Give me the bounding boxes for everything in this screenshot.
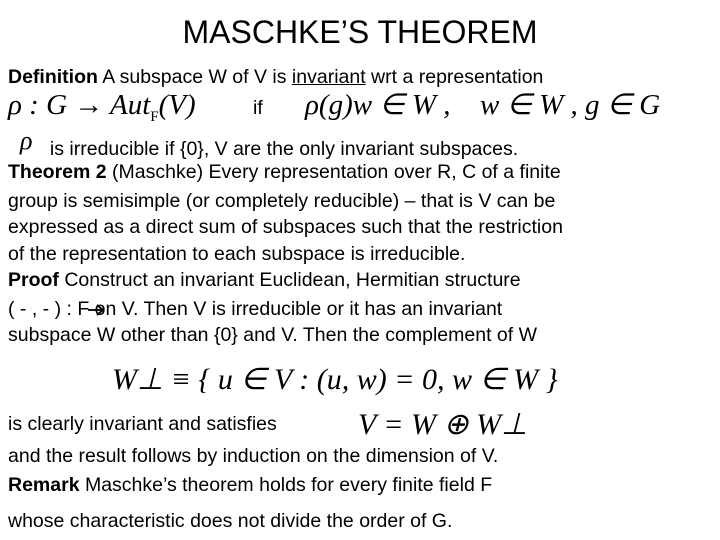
proof-label: Proof: [8, 269, 59, 291]
remark-line-1: Remark Maschke’s theorem holds for every finite field F: [8, 474, 493, 496]
definition-text-2: wrt a representation: [365, 66, 544, 88]
theorem-label: Theorem 2: [8, 161, 107, 183]
representation-map-formula: ρ : G → Aut$_F$(V): [8, 89, 196, 125]
proof-line-2: [8, 297, 502, 321]
theorem-line-2: group is semisimple (or completely reducible) – that is V can be: [8, 190, 556, 212]
definition-text-1: A subspace W of V is: [97, 66, 292, 88]
theorem-line-3: expressed as a direct sum of subspaces such that the restriction: [8, 216, 563, 238]
page-title: MASCHKE’S THEOREM: [182, 14, 538, 50]
right-arrow-icon: [87, 303, 105, 317]
membership-condition-formula: w ∈ W , g ∈ G: [480, 89, 661, 121]
irreducible-definition-line: [8, 126, 519, 164]
if-word: if: [253, 97, 263, 119]
proof-line-5: and the result follows by induction on the dimension of V.: [8, 445, 499, 467]
proof-line-3: subspace W other than {0} and V. Then the complement of W: [8, 324, 537, 346]
remark-line-2: whose characteristic does not divide the order of G.: [8, 510, 453, 532]
direct-sum-formula: V = W ⊕ W⊥: [358, 408, 528, 441]
invariance-condition-formula: ρ(g)w ∈ W ,: [305, 89, 451, 121]
irreducible-text: is irreducible if {0}, V are the only invariant subspaces.: [44, 138, 519, 160]
orthogonal-complement-formula: W⊥ ≡ { u ∈ V : (u, w) = 0, w ∈ W }: [112, 363, 558, 396]
rho-symbol: ρ: [20, 126, 33, 155]
theorem-line-4: of the representation to each subspace is irreducible.: [8, 243, 466, 265]
definition-line: [8, 65, 543, 89]
proof-line-4: is clearly invariant and satisfies: [8, 413, 277, 435]
definition-label: Definition: [8, 66, 98, 88]
remark-label: Remark: [8, 474, 80, 496]
proof-line-2-text: ( - , - ) : F on V. Then V is irreducible or it has an invariant: [8, 298, 503, 320]
theorem-line-1: Theorem 2 (Maschke) Every representation over R, C of a finite: [8, 161, 561, 183]
invariant-term: invariant: [291, 66, 366, 88]
proof-line-1: Proof Construct an invariant Euclidean, Hermitian structure: [8, 269, 521, 291]
